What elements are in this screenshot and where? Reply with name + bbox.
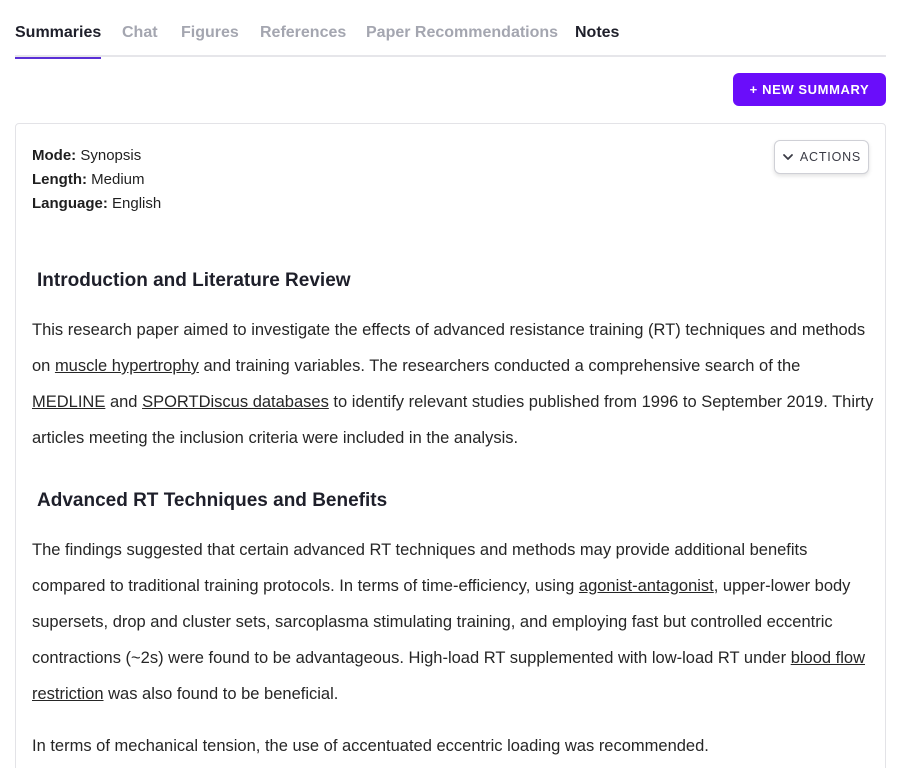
paragraph-text: , upper-lower body supersets, drop and cluster sets, sarcoplasma stimulating training, and employing fast but controlled eccentric contractions (~2s) were found to be advantageous. High-load RT supplemented with low-load RT under bbox=[32, 577, 851, 667]
mode-value: Synopsis bbox=[80, 147, 142, 164]
language-label: Language: bbox=[32, 195, 108, 212]
language-row bbox=[32, 192, 161, 216]
paragraph-text: The findings suggested that certain advanced RT techniques and methods may provide additional benefits compared to traditional training protocols. In terms of time-efficiency, using bbox=[32, 541, 808, 595]
link-sportdiscus[interactable]: SPORTDiscus databases bbox=[142, 393, 329, 411]
section-heading: Introduction and Literature Review bbox=[37, 270, 351, 291]
tab-summaries[interactable]: Summaries bbox=[15, 24, 101, 57]
length-label: Length: bbox=[32, 171, 87, 188]
mode-label: Mode: bbox=[32, 147, 77, 164]
paragraph-text: to identify relevant studies published from 1996 to September 2019. Thirty articles meeting the inclusion criteria were included in the analysis. bbox=[32, 393, 874, 447]
language-value: English bbox=[112, 195, 162, 212]
mode-row bbox=[32, 144, 161, 168]
tab-bar bbox=[15, 0, 886, 57]
paragraph-text: and training variables. The researchers conducted a comprehensive search of the bbox=[198, 357, 801, 375]
summary-meta bbox=[32, 144, 161, 216]
paragraph-text: was also found to be beneficial. bbox=[103, 685, 339, 703]
chevron-down-icon bbox=[782, 151, 794, 163]
section-paragraph bbox=[32, 312, 878, 456]
paragraph-text: and bbox=[105, 393, 143, 411]
tab-chat[interactable]: Chat bbox=[122, 24, 158, 41]
length-row bbox=[32, 168, 161, 192]
summary-card bbox=[15, 123, 886, 768]
section-paragraph bbox=[32, 532, 878, 712]
tab-paper-recommendations[interactable]: Paper Recommendations bbox=[366, 24, 559, 41]
tab-figures[interactable]: Figures bbox=[181, 24, 239, 41]
link-agonist-antagonist[interactable]: agonist-antagonist bbox=[578, 577, 714, 595]
section-paragraph: In terms of mechanical tension, the use of accentuated eccentric loading was recommended. bbox=[32, 737, 709, 755]
actions-button[interactable] bbox=[774, 140, 869, 174]
link-muscle-hypertrophy[interactable]: muscle hypertrophy bbox=[54, 357, 199, 375]
paragraph-text: This research paper aimed to investigate the effects of advanced resistance training (RT) techniques and methods on bbox=[32, 321, 866, 375]
link-blood-flow-restriction[interactable]: blood flow restriction bbox=[32, 649, 865, 703]
actions-label: ACTIONS bbox=[799, 150, 862, 164]
section-heading: Advanced RT Techniques and Benefits bbox=[37, 490, 388, 511]
new-summary-button[interactable]: + NEW SUMMARY bbox=[733, 73, 886, 106]
link-medline[interactable]: MEDLINE bbox=[32, 393, 106, 411]
length-value: Medium bbox=[91, 171, 145, 188]
tab-references[interactable]: References bbox=[260, 24, 347, 41]
tab-notes[interactable]: Notes bbox=[575, 24, 620, 41]
